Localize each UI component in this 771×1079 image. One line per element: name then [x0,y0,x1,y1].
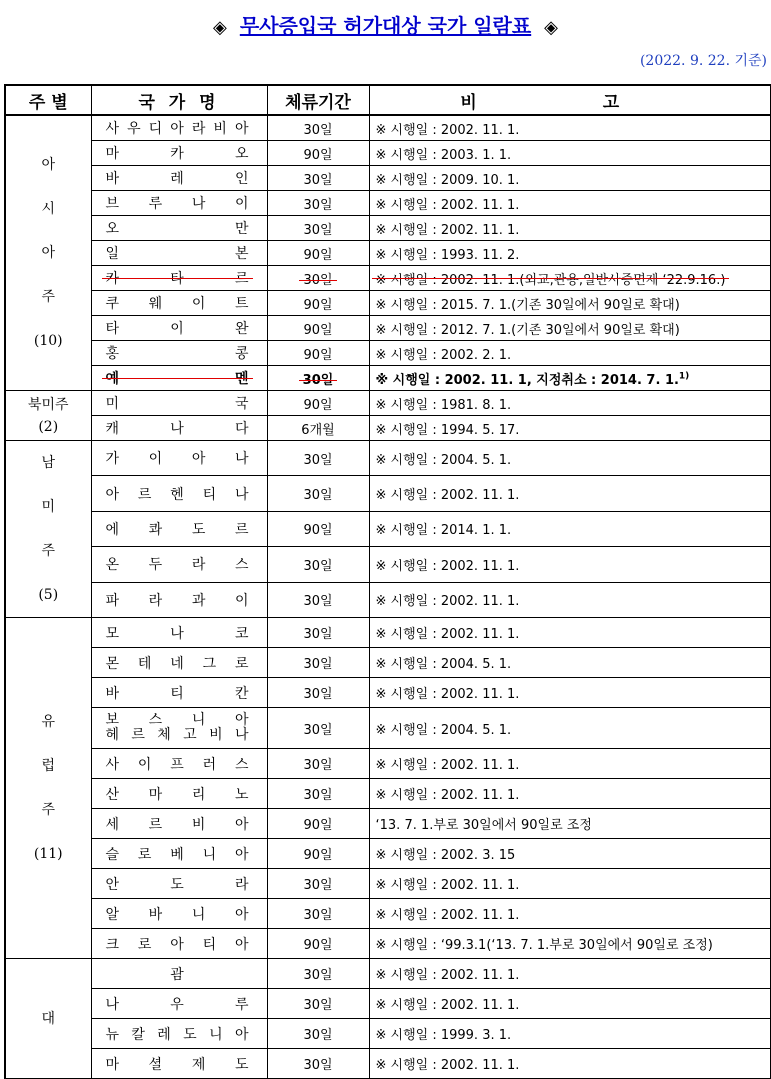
country-cell [91,648,267,678]
table-header-row [5,85,771,115]
stay-period: 30일 [303,687,333,702]
note-cell [369,291,771,316]
note-cell [369,441,771,476]
note-text: ※ 시행일 : 2015. 7. 1.(기존 30일에서 90일로 확대) [375,297,680,313]
note-text: ※ 시행일 : 2002. 11. 1. [375,627,520,642]
country-name: 오 만 [105,221,249,237]
note-cell [369,929,771,959]
period-cell [267,618,369,648]
country-name: 쿠 웨 이 트 [105,296,249,312]
note-cell [369,959,771,989]
note-text: ※ 시행일 : 2002. 11. 1.(외교,관용,일반사증면제 ‘22.9.16.) [376,269,726,288]
note-text: ※ 시행일 : 2002. 11. 1, 지정취소 : 2014. 7. 1. [375,372,679,388]
country-cell [91,1019,267,1049]
stay-period: 30일 [303,788,333,803]
table-row [5,869,771,899]
note-cell [369,708,771,749]
table-row [5,582,771,617]
country-cell [91,869,267,899]
table-body [5,115,771,1079]
stay-period: 30일 [303,558,333,574]
note-cell [369,476,771,511]
table-row [5,366,771,391]
country-cell [91,779,267,809]
note-text: ※ 시행일 : 2002. 2. 1. [375,347,512,363]
country-name: 알 바 니 아 [105,906,249,923]
country-name: 바 레 인 [105,171,249,187]
note-cell [369,511,771,546]
stay-period: 30일 [303,627,333,642]
page-title-text: 무사증입국 허가대상 국가 일람표 [239,14,532,38]
note-text: ※ 시행일 : 2004. 5. 1. [375,452,512,468]
table-row [5,316,771,341]
country-name: 모 나 코 [105,625,249,642]
note-text: ※ 시행일 : 2002. 11. 1. [375,758,520,773]
period-cell [267,809,369,839]
stay-period: 30일 [303,1058,333,1073]
country-name: 크 로 아 티 아 [105,936,249,953]
table-row [5,115,771,141]
stay-period: 90일 [303,347,333,363]
country-cell [91,291,267,316]
note-cell [369,779,771,809]
region-label: 남 [41,455,56,471]
stay-period: 90일 [303,848,333,863]
note-cell [369,869,771,899]
country-name: 홍 콩 [105,346,249,362]
footnote-marker: 1) [678,371,690,382]
country-name: 헤 르 체 고 비 나 [105,727,249,743]
header-period: 체류기간 [267,85,369,115]
country-cell [91,809,267,839]
region-label: 아 [41,245,56,261]
country-cell [91,1049,267,1079]
note-text: ※ 시행일 : 1993. 11. 2. [375,247,520,263]
table-row [5,166,771,191]
stay-period: 90일 [303,322,333,338]
note-text: ※ 시행일 : 2002. 11. 1. [375,968,520,983]
period-cell [267,648,369,678]
note-cell [369,1049,771,1079]
country-cell [91,959,267,989]
stay-period: 30일 [303,998,333,1013]
note-text: ※ 시행일 : 2003. 1. 1. [375,147,512,163]
table-row [5,391,771,416]
region-count: (10) [33,333,63,349]
country-name: 가 이 아 나 [105,451,249,468]
table-row [5,899,771,929]
country-name: 몬 테 네 그 로 [105,655,249,672]
stay-period: 30일 [303,197,333,213]
note-text: ※ 시행일 : 2002. 11. 1. [375,488,520,504]
note-cell [369,316,771,341]
stay-period: 30일 [303,758,333,773]
note-cell [369,115,771,141]
stay-period: 30일 [303,488,333,504]
country-name: 아 르 헨 티 나 [105,486,249,503]
country-cell [91,476,267,511]
region-cell [5,391,91,441]
table-row [5,959,771,989]
country-cell [91,241,267,266]
stay-period: 90일 [303,818,333,833]
table-row [5,1019,771,1049]
note-cell [369,899,771,929]
region-label: 주 [41,802,56,818]
country-name: 마 카 오 [105,146,249,162]
stay-period: 30일 [302,372,334,388]
period-cell [267,216,369,241]
visa-waiver-table [4,84,771,1079]
period-cell [267,266,369,291]
header-country: 국 가 명 [91,85,267,115]
stay-period: 90일 [303,247,333,263]
stay-period: 30일 [303,722,333,738]
table-row [5,929,771,959]
period-cell [267,1019,369,1049]
note-text: ※ 시행일 : 2002. 11. 1. [375,788,520,803]
stay-period: 90일 [303,938,333,953]
note-cell [369,191,771,216]
country-cell [91,266,267,291]
country-cell [91,839,267,869]
period-cell [267,476,369,511]
note-cell [369,678,771,708]
region-cell [5,959,91,1079]
page-title [0,10,771,39]
region-count: (2) [38,418,59,435]
table-row [5,1049,771,1079]
stay-period: 30일 [303,908,333,923]
country-cell [91,416,267,441]
country-name: 보 스 니 아 [105,712,249,728]
country-name: 브 루 나 이 [105,196,249,212]
table-row [5,749,771,779]
country-cell [91,929,267,959]
stay-period: 30일 [303,122,333,138]
note-text: ※ 시행일 : 2009. 10. 1. [375,172,520,188]
country-name: 세 르 비 아 [105,816,249,833]
table-row [5,779,771,809]
period-cell [267,989,369,1019]
note-text: ※ 시행일 : 2012. 7. 1.(기존 30일에서 90일로 확대) [375,322,680,338]
note-cell [369,839,771,869]
table-row [5,511,771,546]
note-cell [369,618,771,648]
region-count: (11) [33,846,63,862]
country-name: 예 멘 [106,368,249,388]
country-name: 온 두 라 스 [105,557,249,574]
country-cell [91,115,267,141]
stay-period: 90일 [303,147,333,163]
region-count: (5) [38,587,59,603]
note-text: ※ 시행일 : ‘99.3.1(‘13. 7. 1.부로 30일에서 90일로 조정) [375,938,713,953]
period-cell [267,291,369,316]
table-row [5,648,771,678]
country-cell [91,708,267,749]
country-name: 카 타 르 [106,268,249,288]
table-row [5,341,771,366]
region-label: 주 [41,289,56,305]
country-cell [91,141,267,166]
region-label: 북미주 [27,396,69,413]
reference-date: (2022. 9. 22. 기준) [639,53,767,69]
note-cell [369,241,771,266]
stay-period: 6개월 [301,422,335,438]
period-cell [267,582,369,617]
country-name: 캐 나 다 [105,421,249,437]
header-region: 주 별 [5,85,91,115]
country-name: 뉴 칼 레 도 니 아 [105,1026,249,1043]
note-text: ※ 시행일 : 2002. 11. 1. [375,594,520,610]
country-cell [91,316,267,341]
stay-period: 30일 [303,878,333,893]
header-note: 비 고 [369,85,771,115]
table-row [5,708,771,749]
note-cell [369,809,771,839]
note-cell [369,989,771,1019]
table-row [5,291,771,316]
note-text: ※ 시행일 : 1994. 5. 17. [375,422,520,438]
note-text: ※ 시행일 : 2002. 11. 1. [375,687,520,702]
note-cell [369,648,771,678]
country-name: 에 콰 도 르 [105,521,249,538]
stay-period: 90일 [303,523,333,539]
note-text: ※ 시행일 : 1981. 8. 1. [375,397,512,413]
period-cell [267,416,369,441]
country-name: 안 도 라 [105,876,249,893]
country-cell [91,511,267,546]
period-cell [267,441,369,476]
note-cell [369,341,771,366]
period-cell [267,678,369,708]
note-cell [369,366,771,391]
note-cell [369,391,771,416]
country-cell [91,391,267,416]
country-name: 바 티 칸 [105,685,249,702]
stay-period: 30일 [303,594,333,610]
country-cell [91,366,267,391]
country-name: 타 이 완 [105,321,249,337]
region-label: 럽 [41,758,56,774]
table-row [5,191,771,216]
country-name: 마 셜 제 도 [105,1056,249,1073]
period-cell [267,166,369,191]
period-cell [267,366,369,391]
stay-period: 30일 [303,968,333,983]
note-cell [369,582,771,617]
note-text: ※ 시행일 : 1999. 3. 1. [375,1028,512,1043]
table-row [5,441,771,476]
period-cell [267,708,369,749]
period-cell [267,141,369,166]
note-cell [369,266,771,291]
stay-period: 90일 [303,297,333,313]
table-row [5,809,771,839]
stay-period: 30일 [303,657,333,672]
note-text: ※ 시행일 : 2004. 5. 1. [375,722,512,738]
note-text: ※ 시행일 : 2002. 11. 1. [375,908,520,923]
table-row [5,547,771,582]
region-label: 주 [41,543,56,559]
country-cell [91,989,267,1019]
country-name: 슬 로 베 니 아 [105,846,249,863]
note-text: ※ 시행일 : 2014. 1. 1. [375,523,512,539]
table-row [5,476,771,511]
region-label: 미 [41,499,56,515]
country-name: 파 라 과 이 [105,592,249,609]
stay-period: 30일 [303,452,333,468]
period-cell [267,191,369,216]
country-name: 나 우 루 [105,996,249,1013]
country-name: 괌 [170,966,184,983]
country-cell [91,749,267,779]
note-cell [369,216,771,241]
country-cell [91,582,267,617]
period-cell [267,341,369,366]
period-cell [267,899,369,929]
note-cell [369,1019,771,1049]
region-cell [5,115,91,391]
table-row [5,416,771,441]
period-cell [267,511,369,546]
country-name: 산 마 리 노 [105,786,249,803]
region-label: 아 [41,157,56,173]
diamond-icon: ◈ [213,17,227,38]
stay-period: 30일 [303,272,333,288]
country-name: 사 이 프 러 스 [105,756,249,773]
note-cell [369,547,771,582]
stay-period: 30일 [303,172,333,188]
note-text: ※ 시행일 : 2002. 11. 1. [375,197,520,213]
country-cell [91,166,267,191]
note-text: ※ 시행일 : 2002. 11. 1. [375,122,520,138]
region-label: 시 [41,201,56,217]
note-text: ※ 시행일 : 2004. 5. 1. [375,657,512,672]
region-cell [5,618,91,959]
period-cell [267,929,369,959]
country-cell [91,216,267,241]
country-cell [91,547,267,582]
table-row [5,241,771,266]
note-cell [369,416,771,441]
note-text: ※ 시행일 : 2002. 11. 1. [375,878,520,893]
note-cell [369,141,771,166]
period-cell [267,547,369,582]
country-cell [91,618,267,648]
note-cell [369,166,771,191]
period-cell [267,749,369,779]
region-cell [5,441,91,618]
country-name: 미 국 [105,396,249,412]
period-cell [267,779,369,809]
period-cell [267,316,369,341]
note-text: ※ 시행일 : 2002. 11. 1. [375,222,520,238]
note-text: ※ 시행일 : 2002. 3. 15 [375,848,516,863]
stay-period: 30일 [303,222,333,238]
country-name: 일 본 [105,246,249,262]
note-text: ※ 시행일 : 2002. 11. 1. [375,998,520,1013]
period-cell [267,959,369,989]
table-row [5,141,771,166]
note-text: ※ 시행일 : 2002. 11. 1. [375,558,520,574]
country-cell [91,341,267,366]
country-cell [91,441,267,476]
note-cell [369,749,771,779]
table-row [5,618,771,648]
period-cell [267,391,369,416]
country-name: 사 우 디 아 라 비 아 [105,121,249,137]
table-row [5,989,771,1019]
country-cell [91,191,267,216]
region-label: 대 [41,1010,56,1027]
period-cell [267,241,369,266]
table-row [5,216,771,241]
country-cell [91,678,267,708]
period-cell [267,869,369,899]
note-text: ※ 시행일 : 2002. 11. 1. [375,1058,520,1073]
country-cell [91,899,267,929]
stay-period: 90일 [303,397,333,413]
period-cell [267,115,369,141]
region-label: 유 [41,714,56,730]
table-row [5,266,771,291]
period-cell [267,1049,369,1079]
stay-period: 30일 [303,1028,333,1043]
diamond-icon: ◈ [544,17,558,38]
note-text: ‘13. 7. 1.부로 30일에서 90일로 조정 [375,818,592,833]
table-row [5,678,771,708]
period-cell [267,839,369,869]
table-row [5,839,771,869]
